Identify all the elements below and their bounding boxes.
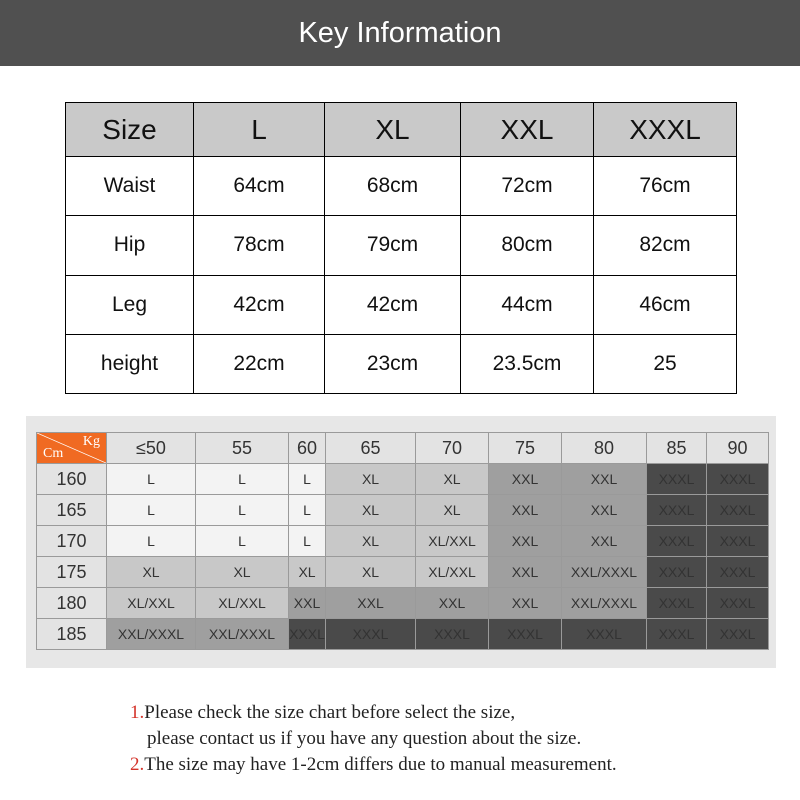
size-recommendation-cell: XXL bbox=[489, 557, 562, 588]
weight-header: 90 bbox=[707, 432, 769, 464]
weight-header: 65 bbox=[326, 432, 416, 464]
size-table-cell: 68cm bbox=[325, 157, 461, 216]
size-table-cell: 46cm bbox=[594, 275, 737, 334]
size-recommendation-cell: XL bbox=[289, 557, 326, 588]
weight-header: 55 bbox=[196, 432, 289, 464]
size-table-cell: 22cm bbox=[194, 334, 325, 393]
size-recommendation-cell: XXL bbox=[489, 588, 562, 619]
page-title: Key Information bbox=[298, 16, 502, 49]
size-recommendation-cell: L bbox=[107, 526, 196, 557]
size-table-cell: 76cm bbox=[594, 157, 737, 216]
size-recommendation-cell: XXL/XXXL bbox=[562, 557, 647, 588]
size-recommendation-cell: XL bbox=[326, 526, 416, 557]
size-table-cell: 23cm bbox=[325, 334, 461, 393]
size-recommendation-cell: XXXL bbox=[647, 557, 707, 588]
size-recommendation-cell: L bbox=[289, 464, 326, 495]
size-recommendation-cell: XL bbox=[326, 557, 416, 588]
size-table-cell: 78cm bbox=[194, 216, 325, 275]
size-recommendation-cell: L bbox=[196, 495, 289, 526]
size-recommendation-cell: XXL bbox=[562, 464, 647, 495]
height-row bbox=[36, 588, 769, 619]
size-recommendation-cell: L bbox=[196, 526, 289, 557]
size-recommendation-cell: L bbox=[289, 495, 326, 526]
size-recommendation-cell: XXXL bbox=[647, 526, 707, 557]
weight-header: 85 bbox=[647, 432, 707, 464]
note-number: 1. bbox=[130, 702, 145, 723]
size-table-cell: Hip bbox=[66, 216, 194, 275]
size-recommendation-cell: XXXL bbox=[647, 464, 707, 495]
corner-kg-label: Kg bbox=[82, 434, 100, 449]
size-table-row bbox=[66, 157, 737, 216]
size-recommendation-cell: L bbox=[196, 464, 289, 495]
size-recommendation-cell: L bbox=[289, 526, 326, 557]
size-recommendation-cell: XXL bbox=[562, 526, 647, 557]
size-table-header-row bbox=[66, 103, 737, 157]
size-recommendation-cell: XXL bbox=[326, 588, 416, 619]
corner-cell bbox=[36, 432, 107, 464]
size-table-cell: 80cm bbox=[461, 216, 594, 275]
size-recommendation-cell: XXXL bbox=[489, 619, 562, 650]
size-recommendation-cell: XL bbox=[416, 464, 489, 495]
height-row bbox=[36, 464, 769, 495]
size-recommendation-cell: XXL bbox=[562, 495, 647, 526]
header-banner bbox=[0, 0, 800, 66]
size-recommendation-cell: XXL/XXXL bbox=[107, 619, 196, 650]
size-recommendation-cell: XXXL bbox=[416, 619, 489, 650]
note-text: The size may have 1-2cm differs due to manual measurement. bbox=[144, 754, 617, 775]
size-recommendation-cell: XL/XXL bbox=[107, 588, 196, 619]
size-table-cell: 42cm bbox=[194, 275, 325, 334]
note-number: 2. bbox=[130, 754, 145, 775]
size-recommendation-cell: L bbox=[107, 464, 196, 495]
height-label: 175 bbox=[36, 557, 107, 588]
size-table-row bbox=[66, 216, 737, 275]
size-table-header: XXXL bbox=[594, 103, 737, 157]
size-recommendation-cell: XXXL bbox=[707, 588, 769, 619]
size-recommendation-cell: XXXL bbox=[707, 495, 769, 526]
size-recommendation-cell: XXL bbox=[416, 588, 489, 619]
size-recommendation-cell: XXXL bbox=[707, 464, 769, 495]
note-text: please contact us if you have any question about the size. bbox=[147, 728, 582, 749]
note-text: Please check the size chart before select the size, bbox=[144, 702, 516, 723]
height-label: 185 bbox=[36, 619, 107, 650]
size-recommendation-cell: XL bbox=[196, 557, 289, 588]
weight-height-table bbox=[36, 432, 769, 650]
size-recommendation-cell: XXXL bbox=[707, 619, 769, 650]
size-table-header: XL bbox=[325, 103, 461, 157]
height-label: 165 bbox=[36, 495, 107, 526]
size-recommendation-cell: XXXL bbox=[647, 588, 707, 619]
size-table-cell: 72cm bbox=[461, 157, 594, 216]
size-table-cell: Waist bbox=[66, 157, 194, 216]
size-recommendation-cell: XXXL bbox=[562, 619, 647, 650]
note-2 bbox=[130, 752, 770, 778]
height-row bbox=[36, 557, 769, 588]
size-recommendation-cell: XL/XXL bbox=[196, 588, 289, 619]
weight-header-row bbox=[36, 432, 769, 464]
size-table-cell: 42cm bbox=[325, 275, 461, 334]
height-label: 160 bbox=[36, 464, 107, 495]
size-recommendation-cell: XXL/XXXL bbox=[196, 619, 289, 650]
height-row bbox=[36, 526, 769, 557]
size-recommendation-cell: XXXL bbox=[289, 619, 326, 650]
size-recommendation-cell: XXL/XXXL bbox=[562, 588, 647, 619]
height-label: 170 bbox=[36, 526, 107, 557]
size-recommendation-cell: XXL bbox=[289, 588, 326, 619]
size-recommendation-cell: XXXL bbox=[326, 619, 416, 650]
size-recommendation-cell: XL bbox=[326, 464, 416, 495]
height-row bbox=[36, 495, 769, 526]
size-table-cell: Leg bbox=[66, 275, 194, 334]
weight-header: 60 bbox=[289, 432, 326, 464]
height-label: 180 bbox=[36, 588, 107, 619]
size-recommendation-cell: XL bbox=[416, 495, 489, 526]
size-recommendation-cell: XL bbox=[107, 557, 196, 588]
size-table-cell: 44cm bbox=[461, 275, 594, 334]
size-recommendation-cell: XXXL bbox=[647, 619, 707, 650]
size-table-cell: 23.5cm bbox=[461, 334, 594, 393]
note-1 bbox=[130, 700, 770, 752]
size-recommendation-cell: XL/XXL bbox=[416, 526, 489, 557]
height-row bbox=[36, 619, 769, 650]
size-table-header: L bbox=[194, 103, 325, 157]
size-recommendation-cell: XXXL bbox=[707, 557, 769, 588]
size-table-row bbox=[66, 275, 737, 334]
size-table-cell: 25 bbox=[594, 334, 737, 393]
size-table-cell: 64cm bbox=[194, 157, 325, 216]
size-table-cell: 79cm bbox=[325, 216, 461, 275]
size-recommendation-cell: XL bbox=[326, 495, 416, 526]
size-table-cell: height bbox=[66, 334, 194, 393]
size-table-header: XXL bbox=[461, 103, 594, 157]
size-recommendation-cell: XXL bbox=[489, 464, 562, 495]
weight-header: ≤50 bbox=[107, 432, 196, 464]
size-recommendation-cell: XXL bbox=[489, 526, 562, 557]
notes bbox=[130, 700, 770, 778]
size-recommendation-cell: XXL bbox=[489, 495, 562, 526]
weight-header: 80 bbox=[562, 432, 647, 464]
size-table-header: Size bbox=[66, 103, 194, 157]
size-recommendation-cell: L bbox=[107, 495, 196, 526]
size-table-row bbox=[66, 334, 737, 393]
weight-header: 75 bbox=[489, 432, 562, 464]
size-table-cell: 82cm bbox=[594, 216, 737, 275]
size-recommendation-cell: XXXL bbox=[647, 495, 707, 526]
size-recommendation-cell: XXXL bbox=[707, 526, 769, 557]
corner-cm-label: Cm bbox=[43, 446, 64, 461]
size-table bbox=[65, 102, 737, 394]
weight-header: 70 bbox=[416, 432, 489, 464]
size-recommendation-cell: XL/XXL bbox=[416, 557, 489, 588]
